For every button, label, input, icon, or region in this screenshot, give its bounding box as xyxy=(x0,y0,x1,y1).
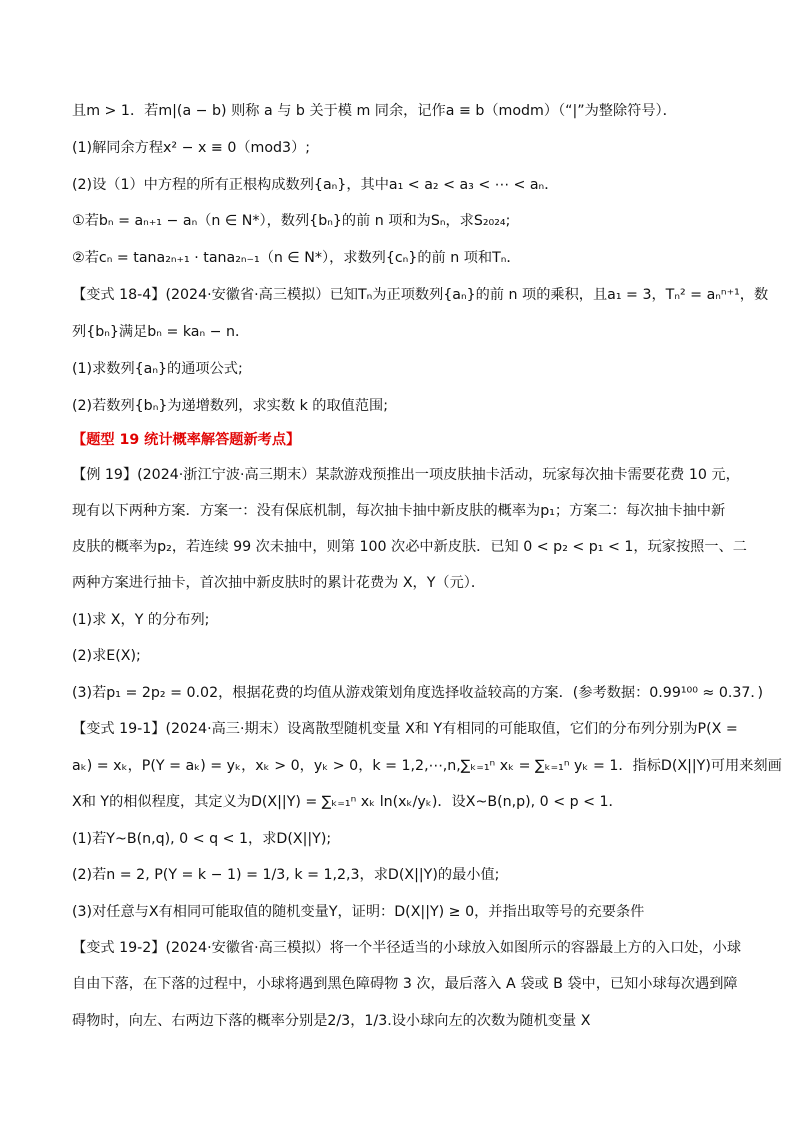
variant-19-1-q1: (1)若Y~B(n,q), 0 < q < 1，求D(X||Y); xyxy=(72,831,332,847)
variant-18-4-cont: 列{bₙ}满足bₙ = kaₙ − n． xyxy=(72,324,250,340)
variant-19-1-line-3: X和 Y的相似程度，其定义为D(X||Y) = ∑ₖ₌₁ⁿ xₖ ln(xₖ/yₖ)．设X~B(n,p), 0 < p < 1． xyxy=(72,794,623,810)
example-19-line-4: 两种方案进行抽卡，首次抽中新皮肤时的累计花费为 X，Y（元）． xyxy=(72,575,486,591)
variant-19-1-line-1: 【变式 19-1】(2024·高三·期末）设离散型随机变量 X和 Y有相同的可能取值，它们的分布列分别为P(X = xyxy=(72,721,738,737)
example-19-line-1: 【例 19】(2024·浙江宁波·高三期末）某款游戏预推出一项皮肤抽卡活动，玩家每次抽卡需要花费 10 元， xyxy=(72,467,740,483)
variant-19-2-line-1: 【变式 19-2】(2024·安徽省·高三模拟）将一个半径适当的小球放入如图所示的容器最上方的入口处，小球 xyxy=(72,940,742,956)
example-19-q2: (2)求E(X); xyxy=(72,648,141,664)
variant-18-4-q1: (1)求数列{aₙ}的通项公式; xyxy=(72,361,243,377)
sub-question-1: ①若bₙ = aₙ₊₁ − aₙ（n ∈ N*），数列{bₙ}的前 n 项和为Sₙ，求S₂₀₂₄; xyxy=(72,213,511,229)
example-19-q3: (3)若p₁ = 2p₂ = 0.02，根据花费的均值从游戏策划角度选择收益较高的方案．(参考数据：0.99¹⁰⁰ ≈ 0.37．) xyxy=(72,685,764,701)
sub-question-2: ②若cₙ = tana₂ₙ₊₁ · tana₂ₙ₋₁（n ∈ N*），求数列{cₙ}的前 n 项和Tₙ． xyxy=(72,250,521,266)
definition-text: 且m > 1．若m|(a − b) 则称 a 与 b 关于模 m 同余，记作a ≡ b（modm）（“|”为整除符号）． xyxy=(72,103,677,119)
variant-19-1-line-2: aₖ) = xₖ，P(Y = aₖ) = yₖ，xₖ > 0，yₖ > 0，k = 1,2,⋯,n,∑ₖ₌₁ⁿ xₖ = ∑ₖ₌₁ⁿ yₖ = 1．指标D(X||Y)可用来刻画 xyxy=(72,758,782,774)
question-2: (2)设（1）中方程的所有正根构成数列{aₙ}，其中a₁ < a₂ < a₃ < ⋯ < aₙ． xyxy=(72,177,559,193)
variant-18-4-intro: 【变式 18-4】(2024·安徽省·高三模拟）已知Tₙ为正项数列{aₙ}的前 n 项的乘积，且a₁ = 3，Tₙ² = aₙⁿ⁺¹，数 xyxy=(72,287,769,303)
question-1: (1)解同余方程x² − x ≡ 0（mod3）; xyxy=(72,140,311,156)
variant-19-2-line-3: 碍物时，向左、右两边下落的概率分别是2/3，1/3.设小球向左的次数为随机变量 X xyxy=(72,1013,591,1029)
variant-18-4-q2: (2)若数列{bₙ}为递增数列，求实数 k 的取值范围; xyxy=(72,398,389,414)
variant-19-1-q3: (3)对任意与X有相同可能取值的随机变量Y，证明：D(X||Y) ≥ 0，并指出取等号的充要条件 xyxy=(72,904,645,920)
example-19-line-3: 皮肤的概率为p₂，若连续 99 次未抽中，则第 100 次必中新皮肤．已知 0 < p₂ < p₁ < 1，玩家按照一、二 xyxy=(72,539,747,555)
variant-19-2-line-2: 自由下落，在下落的过程中，小球将遇到黑色障碍物 3 次，最后落入 A 袋或 B 袋中，已知小球每次遇到障 xyxy=(72,976,738,992)
section-heading: 【题型 19 统计概率解答题新考点】 xyxy=(72,432,301,448)
example-19-line-2: 现有以下两种方案．方案一：没有保底机制，每次抽卡抽中新皮肤的概率为p₁；方案二：每次抽卡抽中新 xyxy=(72,503,726,519)
variant-19-1-q2: (2)若n = 2, P(Y = k − 1) = 1/3, k = 1,2,3，求D(X||Y)的最小值; xyxy=(72,867,500,883)
example-19-q1: (1)求 X，Y 的分布列; xyxy=(72,612,210,628)
